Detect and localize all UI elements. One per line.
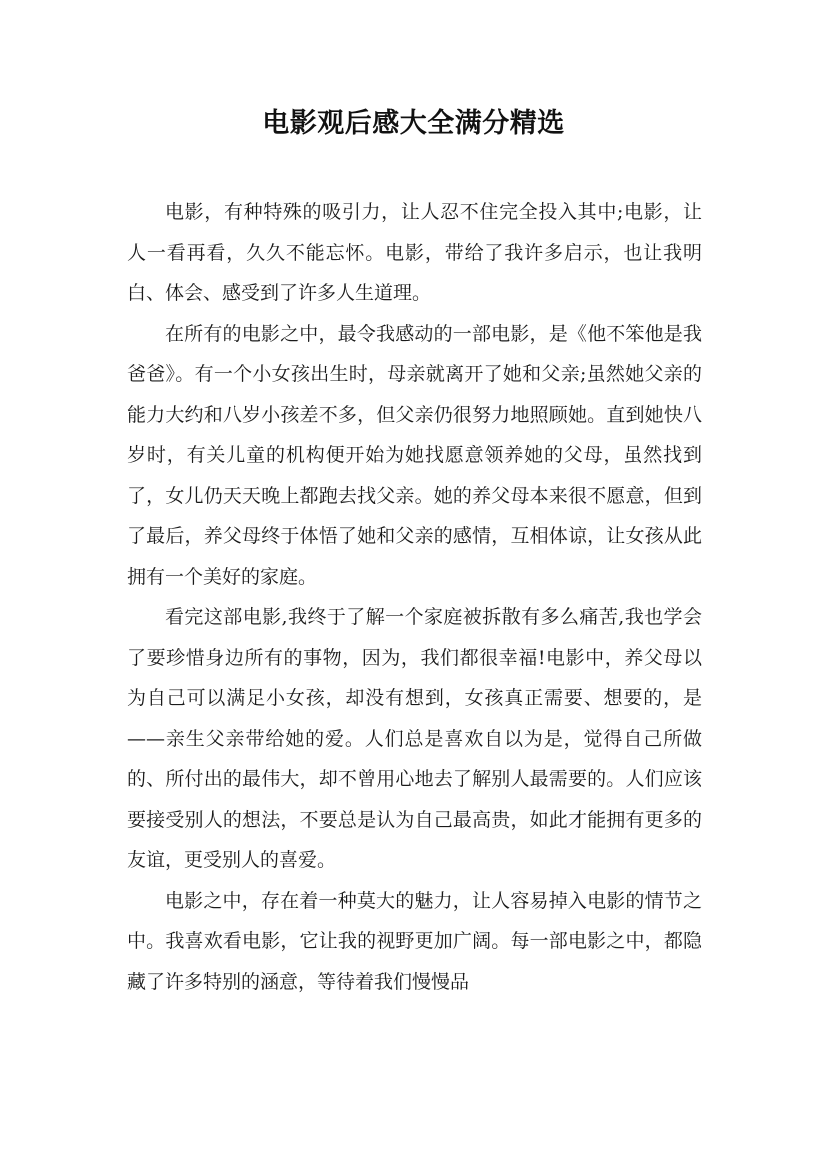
paragraph: 电影，有种特殊的吸引力，让人忍不住完全投入其中;电影，让人一看再看，久久不能忘怀。电影，带给了我许多启示，也让我明白、体会、感受到了许多人生道理。: [127, 201, 702, 304]
paragraph: 电影之中，存在着一种莫大的魅力，让人容易掉入电影的情节之中。我喜欢看电影，它让我的视野更加广阔。每一部电影之中，都隐藏了许多特别的涵意，等待着我们慢慢品: [127, 889, 702, 993]
document-title: 电影观后感大全满分精选: [262, 108, 565, 139]
paragraph: 看完这部电影,我终于了解一个家庭被拆散有多么痛苦,我也学会了要珍惜身边所有的事物，因为，我们都很幸福!电影中，养父母以为自己可以满足小女孩，却没有想到，女孩真正需要、想要的，是——亲生父亲带给她的爱。人们总是喜欢自以为是，觉得自己所做的、所付出的最伟大，却不曾用心地去了解别人最需要的。人们应该要接受别人的想法，不要总是认为自己最高贵，如此才能拥有更多的友谊，更受别人的喜爱。: [127, 606, 702, 871]
paragraph: 在所有的电影之中，最令我感动的一部电影，是《他不笨他是我爸爸》。有一个小女孩出生时，母亲就离开了她和父亲;虽然她父亲的能力大约和八岁小孩差不多，但父亲仍很努力地照顾她。直到她快八岁时，有关儿童的机构便开始为她找愿意领养她的父母，虽然找到了，女儿仍天天晚上都跑去找父亲。她的养父母本来很不愿意，但到了最后，养父母终于体悟了她和父亲的感情，互相体谅，让女孩从此拥有一个美好的家庭。: [127, 322, 702, 588]
document-body: [127, 192, 702, 1002]
